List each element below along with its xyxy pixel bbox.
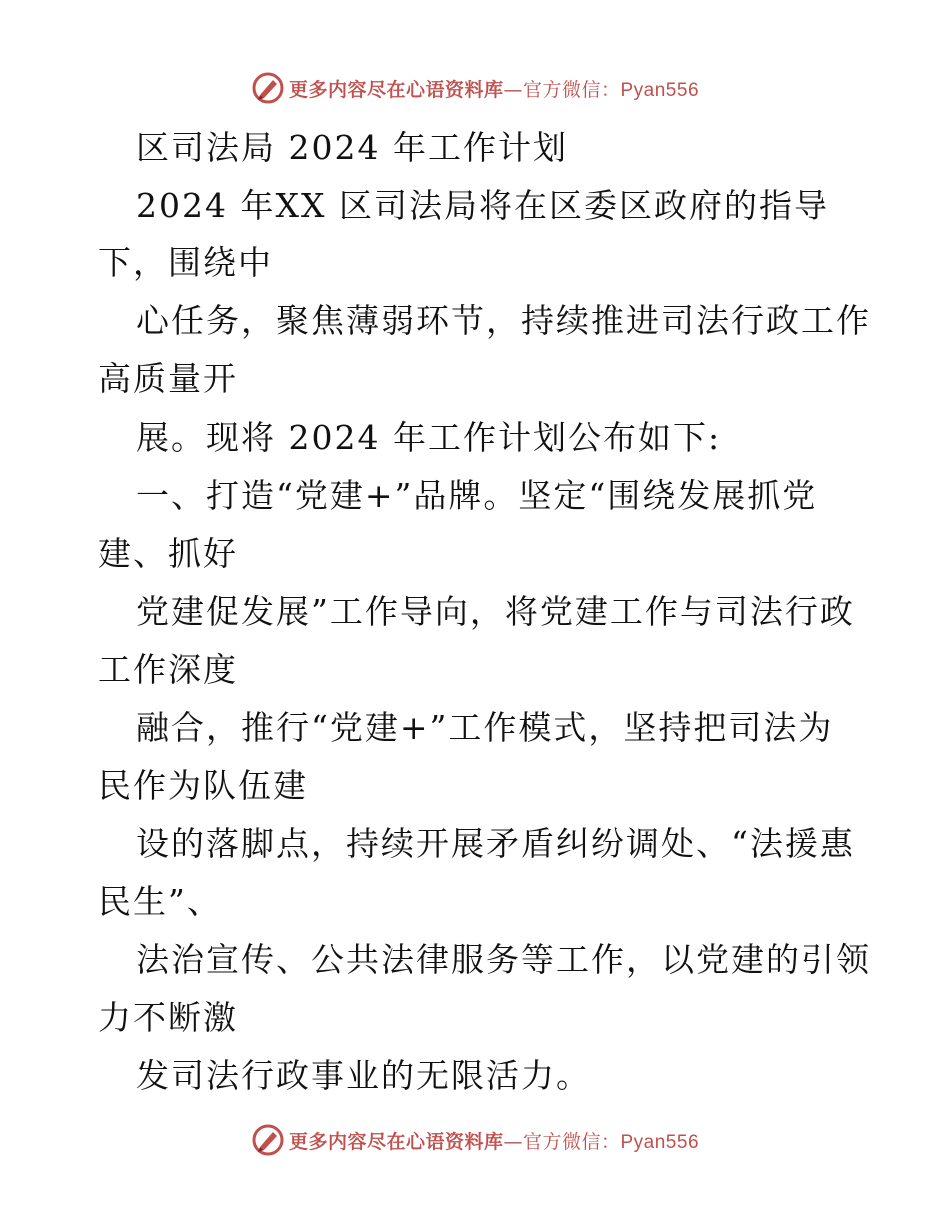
paragraph-line: 发司法行政事业的无限活力。 (136, 1056, 591, 1095)
watermark-official: 官方微信： (522, 78, 621, 101)
watermark-wechat-id: Pyan556 (620, 1131, 700, 1153)
pen-logo-icon (251, 1123, 285, 1157)
paragraph-line: 民生”、 (98, 882, 222, 921)
paragraph-line: 民作为队伍建 (98, 766, 308, 805)
paragraph-line: 2024 年XX 区司法局将在区委区政府的指导 (136, 186, 829, 225)
watermark-separator: — (503, 78, 523, 101)
watermark-lead: 更多内容尽在心语资料库 (288, 1130, 504, 1153)
watermark-lead: 更多内容尽在心语资料库 (288, 78, 504, 101)
paragraph-line: 下，围绕中 (98, 243, 273, 282)
paragraph-line: 高质量开 (98, 359, 238, 398)
paragraph-line: 融合，推行“党建+”工作模式，坚持把司法为 (136, 708, 834, 747)
paragraph-line: 党建促发展”工作导向，将党建工作与司法行政 (136, 592, 855, 631)
paragraph-line: 心任务，聚焦薄弱环节，持续推进司法行政工作 (136, 301, 871, 340)
header-watermark (0, 70, 950, 106)
watermark-text (289, 1127, 699, 1154)
watermark-text (289, 75, 699, 102)
document-title: 区司法局 2024 年工作计划 (136, 128, 568, 167)
paragraph-line: 力不断激 (98, 998, 238, 1037)
paragraph-line: 工作深度 (98, 650, 238, 689)
paragraph-line: 展。现将 2024 年工作计划公布如下: (136, 418, 722, 457)
section-heading-line: 一、打造“党建+”品牌。坚定“围绕发展抓党 (136, 476, 818, 515)
footer-watermark (0, 1122, 950, 1158)
watermark-separator: — (503, 1130, 523, 1153)
paragraph-line: 法治宣传、公共法律服务等工作，以党建的引领 (136, 940, 871, 979)
watermark-wechat-id: Pyan556 (620, 79, 700, 101)
paragraph-line: 设的落脚点，持续开展矛盾纠纷调处、“法援惠 (136, 824, 855, 863)
paragraph-line: 建、抓好 (98, 534, 238, 573)
watermark-official: 官方微信： (522, 1130, 621, 1153)
pen-logo-icon (251, 71, 285, 105)
